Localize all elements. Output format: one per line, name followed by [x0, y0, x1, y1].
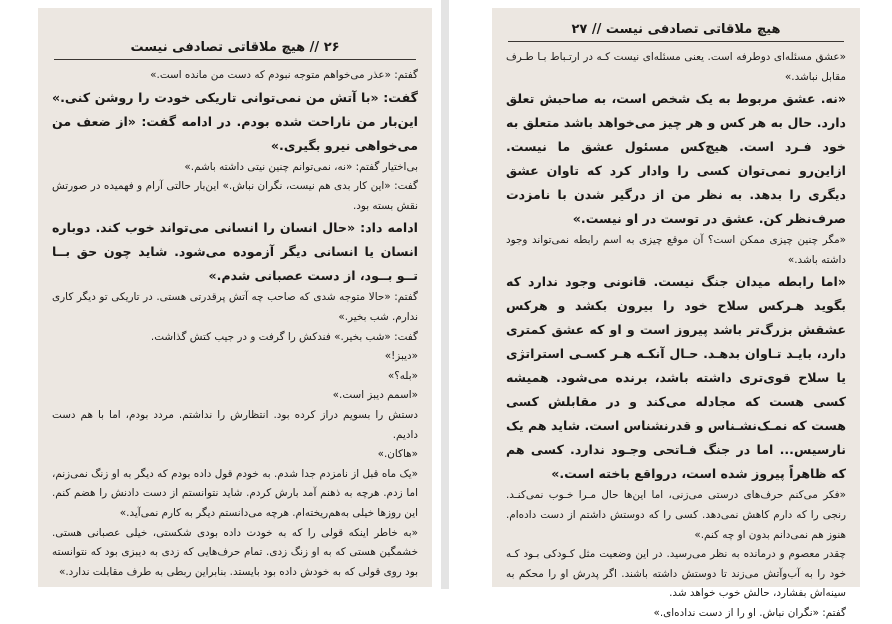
- page-header: هیچ ملاقاتی تصادفی نیست // ۲۷: [508, 8, 844, 42]
- paragraph: «دیبز!»: [384, 350, 418, 363]
- paragraph: «به خاطر اینکه قولی را که به خودت داده بودی شکستی، خیلی عصبانی هستی. خشمگین هستی که به او زنگ زدی. تمام حرف‌هایی که زدی به دیبزی بود که نتوانسته بود روی قولی که به خودش داده بود بایستد. بنابراین ربطی به طرف مقابلت ندارد.»: [52, 526, 418, 578]
- paragraph: ادامه داد: «حال انسان را انسانی می‌تواند خوب کند. دوباره انسان یا انسانی دیگر آزموده می‌شود. شاید چون حق بــا تــو بــود، از دست عصبانی شدم.»: [52, 220, 418, 284]
- paragraph: گفت: «شب بخیر.» فندکش را گرفت و در جیب کتش گذاشت.: [150, 330, 418, 343]
- paragraph: گفتم: «نگران نباش. او را از دست نداده‌ای.»: [653, 606, 846, 619]
- paragraph: چقدر معصوم و درمانده به نظر می‌رسید. در این وضعیت مثل کـودکی بـود کـه خود را به آب‌وآتش می‌زند تا دوستش داشته باشند. اگر پدرش او را محکم به سینه‌اش بفشارد، حالش خوب خواهد شد.: [506, 548, 846, 600]
- paragraph: گفت: «با آتش من نمی‌توانی تاریکی خودت را روشن کنی.» این‌بار من ناراحت شده بودم. در ادامه گفت: «از ضعف من می‌خواهی نیرو بگیری.»: [52, 89, 418, 153]
- paragraph: «نه. عشق مربوط به یک شخص است، به صاحبش تعلق دارد. حال به هر کس و هر چیز می‌خواهد باشد متعلق به خود فـرد است. هیچ‌کس مسئول عشق ما نیست. ازاین‌رو نمی‌توان کسی را وادار کرد که تاوان عشق دیگری را بدهد. به نظر من از درگیر شدن با نامزدت صرف‌نظر کن. عشق در توست در او نیست.»: [506, 91, 846, 227]
- paragraph: گفت: «این کار بدی هم نیست، نگران نباش.» این‌بار حالتی آرام و فهمیده در صورتش نقش بسته بود.: [52, 180, 418, 212]
- paragraph: گفتم: «حالا متوجه شدی که صاحب چه آتش پرقدرتی هستی. در تاریکی تو دیگر کاری ندارم. شب بخیر.»: [52, 291, 418, 323]
- left-book-page: [38, 8, 432, 587]
- paragraph: «هاکان.»: [377, 448, 418, 461]
- paragraph: «اما رابطه میدان جنگ نیست. قانونی وجود ندارد که بگوید هـرکس سلاح خود را بیرون بکشد و هرکس عشقش بزرگ‌تر باشد پیروز است و او که عشق کمتری دارد، بایـد تـاوان بدهـد. حـال آنکـه هـر کسـی استراتژی یا سلاح قوی‌تری داشته باشد، برنده می‌شود. همیشه کسی هست که مجادله می‌کند و در مقابلش کسی هست که نمـک‌نشـناس و قدرنشناس است. شاید هم یک نارسیس... اما در جنگ فـاتحی وجـود ندارد. کسی هم که ظاهراً پیروز شده است، درواقع باخته است.»: [506, 274, 846, 482]
- page-gap: [441, 0, 449, 589]
- paragraph: «فکر می‌کنم حرف‌های درستی می‌زنی، اما این‌ها حال مـرا خـوب نمی‌کنـد. رنجی را که دارم کاهش نمی‌دهد. کسی را که دوستش داشتم از دست داده‌ام. هنوز هم نمی‌دانم بدون او چه کنم.»: [506, 489, 846, 541]
- paragraph: «بله؟»: [387, 369, 418, 382]
- paragraph: «عشق مسئله‌ای دوطرفه است. یعنی مسئله‌ای نیست کـه در ارتـباط بـا طـرف مقابل نباشد.»: [506, 51, 846, 83]
- paragraph: دستش را بسویم دراز کرده بود. انتظارش را نداشتم. مردد بودم، اما با هم دست دادیم.: [52, 408, 418, 441]
- paragraph: گفتم: «عذر می‌خواهم متوجه نبودم که دست من مانده است.»: [150, 69, 418, 81]
- paragraph: «یک ماه قبل از نامزدم جدا شدم. به خودم قول داده بودم که دیگر به او زنگ نمی‌زنم، اما زدم. هرچه به ذهنم آمد بارش کردم. شاید نتوانستم از دست دادنش را هضم کنم. این روزها خیلی به‌هم‌ریخته‌ام. هرچه می‌دانستم دیگر به کارم نمی‌آید.»: [52, 467, 418, 519]
- paragraph: «اسمم دیبز است.»: [332, 389, 418, 402]
- right-book-page: [492, 8, 860, 619]
- paragraph: بی‌اختیار گفتم: «نه، نمی‌توانم چنین نیتی داشته باشم.»: [184, 160, 418, 173]
- page-header: ۲۶ // هیچ ملاقاتی تصادفی نیست: [54, 8, 416, 60]
- paragraph: «مگر چنین چیزی ممکن است؟ آن موقع چیزی به اسم رابطه نمی‌تواند وجود داشته باشد.»: [506, 234, 846, 266]
